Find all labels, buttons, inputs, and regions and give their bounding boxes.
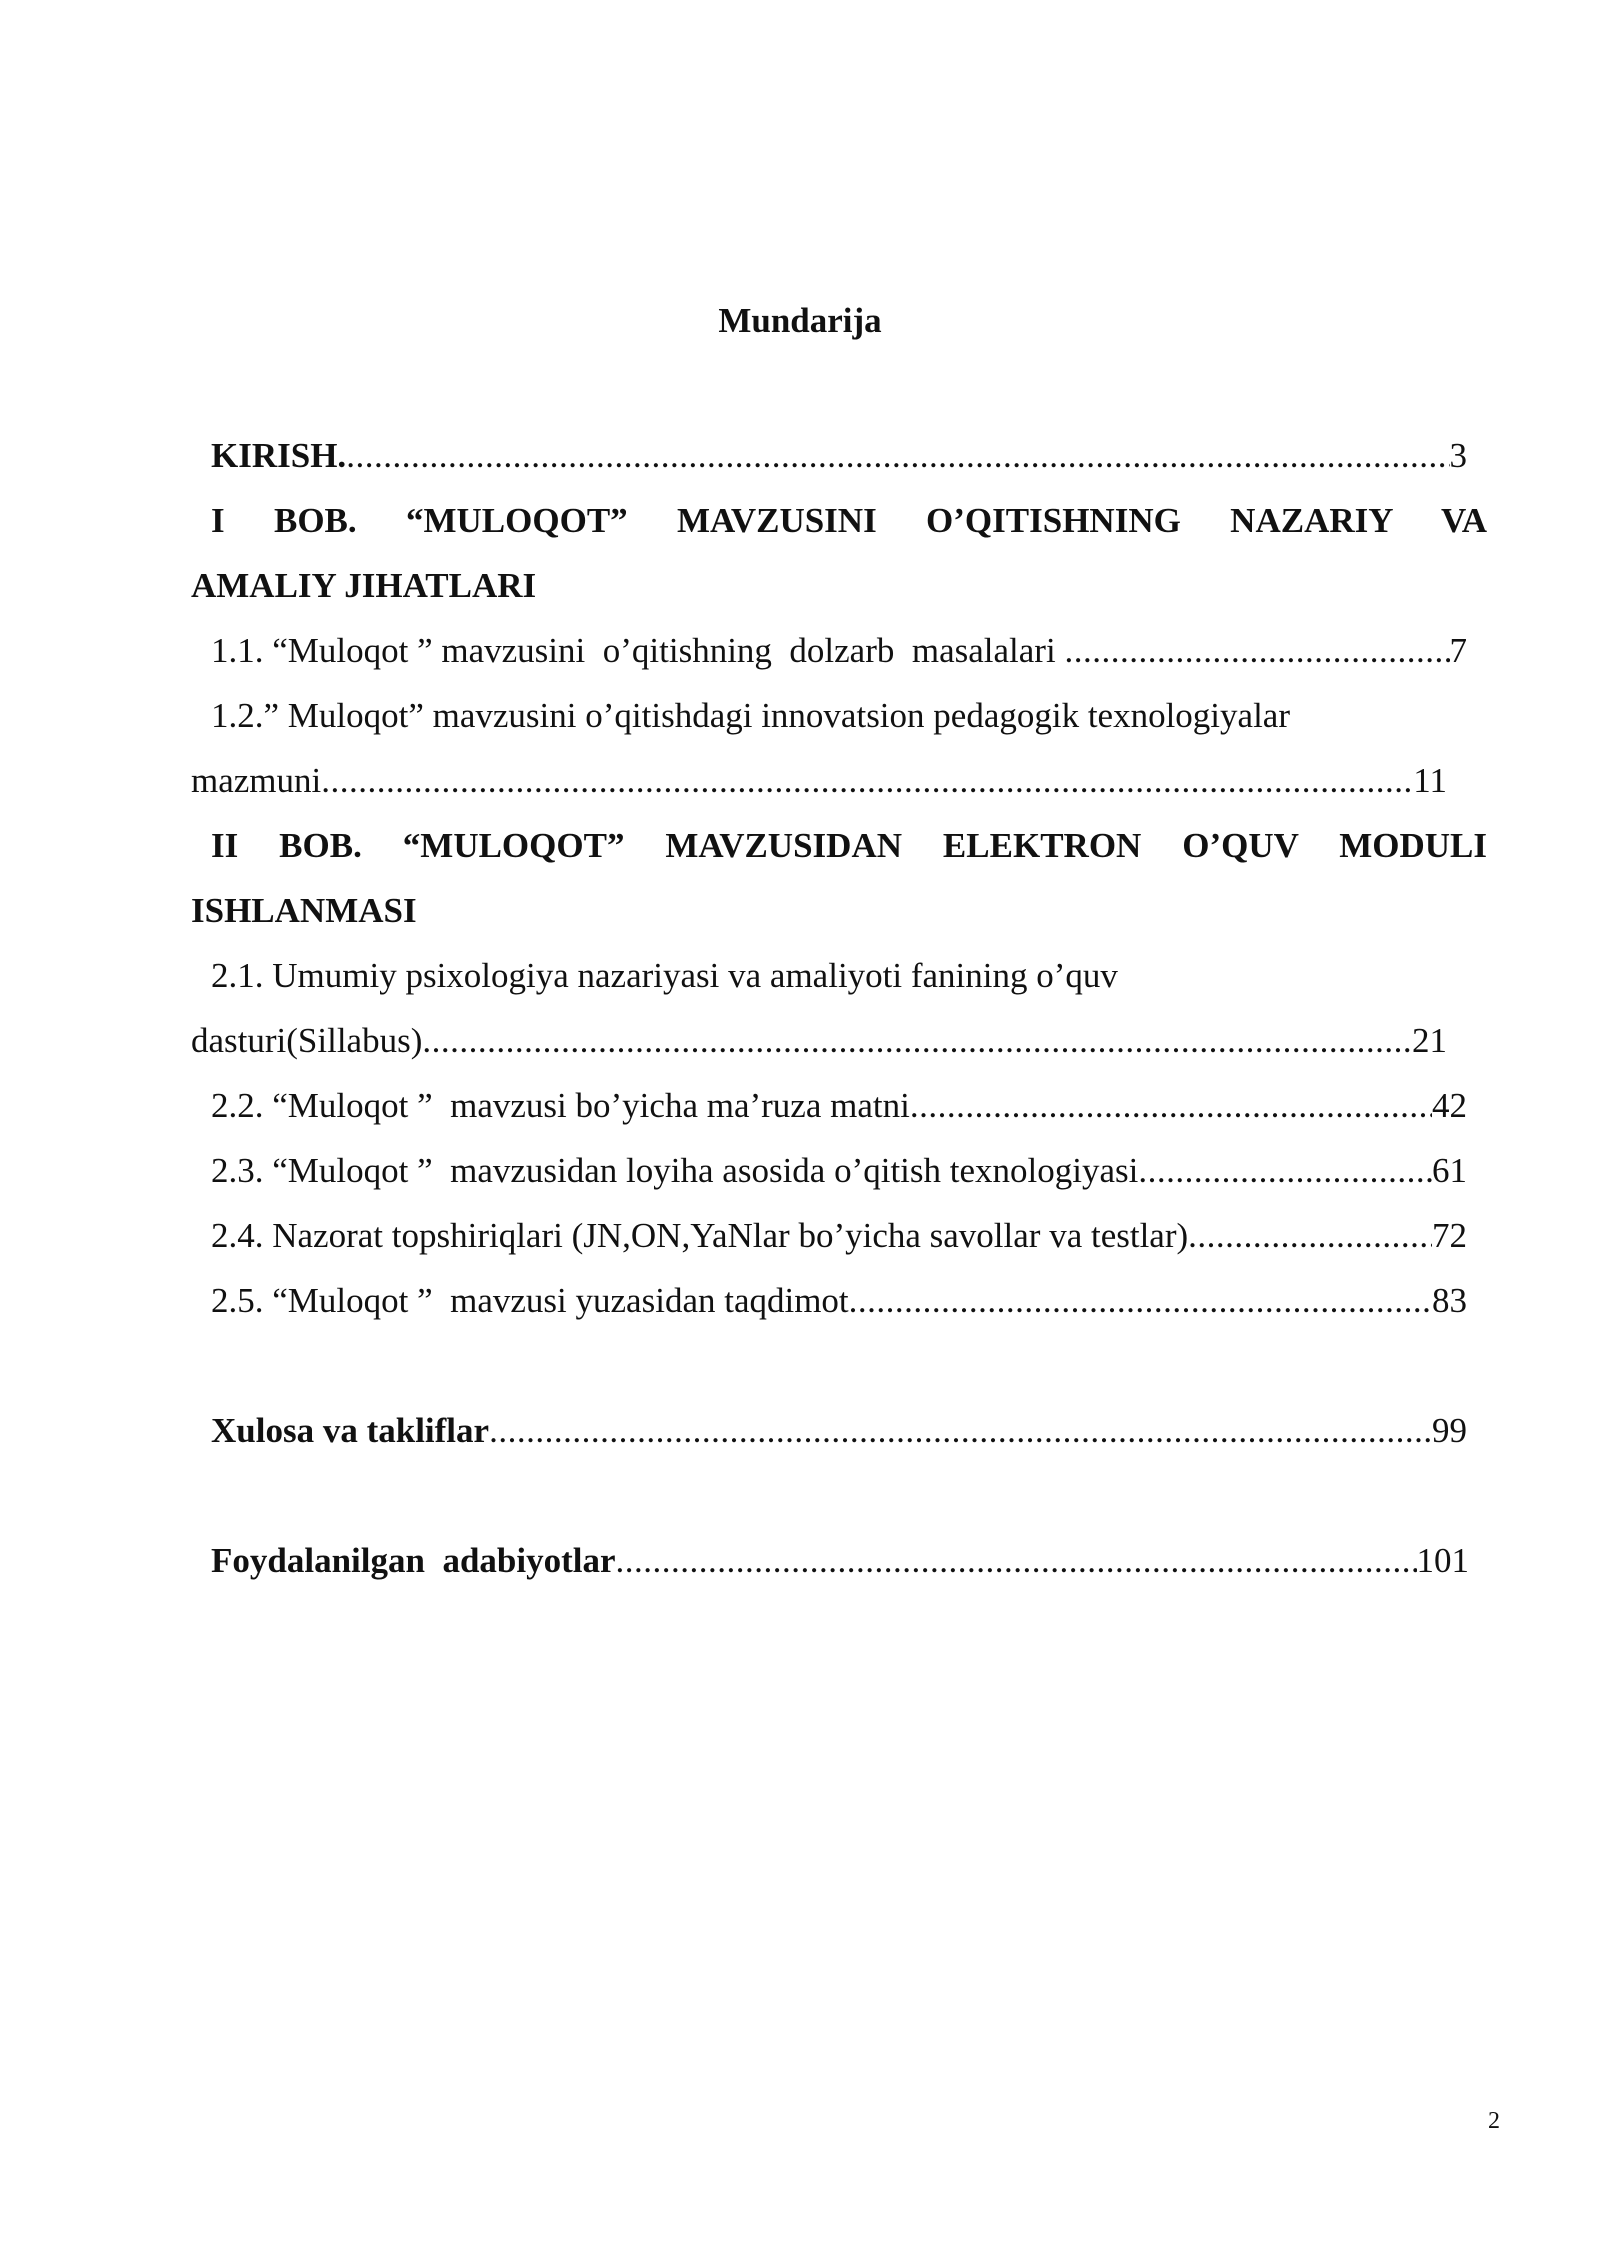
page-number: 2	[1488, 2108, 1500, 2134]
page-title: Mundarija	[718, 301, 882, 340]
toc-page-number: 83	[1432, 1281, 1467, 1320]
spacer	[191, 1463, 1487, 1528]
toc-chapter-2-heading[interactable]	[191, 813, 1487, 878]
toc-entry-2-3[interactable]	[191, 1138, 1467, 1203]
toc-page-number: 21	[1412, 1021, 1447, 1060]
spacer	[191, 1333, 1487, 1398]
toc-entry-2-2[interactable]	[191, 1073, 1467, 1138]
table-of-contents	[191, 423, 1487, 1593]
toc-chapter-2-heading-continued[interactable]	[191, 878, 1487, 943]
toc-page-number: 61	[1432, 1151, 1467, 1190]
toc-page-number: 101	[1416, 1541, 1469, 1580]
toc-entry-label: AMALIY JIHATLARI	[191, 566, 537, 605]
toc-entry-label: 2.2. “Muloqot ” mavzusi bo’yicha ma’ruza matni	[211, 1086, 910, 1125]
toc-entry-introduction[interactable]	[191, 423, 1467, 488]
dot-leader	[849, 1268, 1432, 1333]
toc-chapter-1-heading-continued[interactable]	[191, 553, 1487, 618]
dot-leader	[910, 1073, 1432, 1138]
toc-page-number: 42	[1432, 1086, 1467, 1125]
toc-page-number: 72	[1432, 1216, 1467, 1255]
toc-entry-1-2-continued[interactable]	[191, 748, 1447, 813]
toc-entry-1-2[interactable]	[191, 683, 1487, 748]
toc-entry-label: 2.5. “Muloqot ” mavzusi yuzasidan taqdimot	[211, 1281, 849, 1320]
dot-leader	[1064, 618, 1449, 683]
toc-entry-conclusion[interactable]	[191, 1398, 1467, 1463]
toc-entry-label: Foydalanilgan adabiyotlar	[211, 1541, 616, 1580]
toc-entry-label: 2.3. “Muloqot ” mavzusidan loyiha asosida o’qitish texnologiyasi	[211, 1151, 1139, 1190]
toc-entry-label: 1.2.” Muloqot” mavzusini o’qitishdagi innovatsion pedagogik texnologiyalar	[211, 696, 1290, 735]
dot-leader	[489, 1398, 1432, 1463]
toc-entry-references[interactable]	[191, 1528, 1469, 1593]
toc-entry-2-4[interactable]	[191, 1203, 1467, 1268]
toc-entry-2-5[interactable]	[191, 1268, 1467, 1333]
toc-entry-label: mazmuni	[191, 761, 322, 800]
dot-leader	[346, 423, 1449, 488]
toc-entry-2-1[interactable]	[191, 943, 1487, 1008]
toc-entry-label: II BOB. “MULOQOT” MAVZUSIDAN ELEKTRON O’QUV MODULI	[211, 826, 1487, 865]
toc-entry-1-1[interactable]	[191, 618, 1467, 683]
toc-page-number: 7	[1449, 631, 1467, 670]
toc-entry-label: dasturi(Sillabus)	[191, 1021, 423, 1060]
toc-page-number: 99	[1432, 1411, 1467, 1450]
toc-entry-label: Xulosa va takliflar	[211, 1411, 490, 1450]
toc-entry-label: I BOB. “MULOQOT” MAVZUSINI O’QITISHNING NAZARIY VA	[211, 501, 1487, 540]
toc-entry-label: KIRISH.	[211, 436, 347, 475]
toc-entry-label: 1.1. “Muloqot ” mavzusini o’qitishning dolzarb masalalari	[211, 631, 1065, 670]
toc-chapter-1-heading[interactable]	[191, 488, 1487, 553]
dot-leader	[321, 748, 1413, 813]
toc-entry-label: 2.4. Nazorat topshiriqlari (JN,ON,YaNlar bo’yicha savollar va testlar)	[211, 1216, 1189, 1255]
toc-entry-2-1-continued[interactable]	[191, 1008, 1447, 1073]
dot-leader	[422, 1008, 1412, 1073]
toc-page-number: 3	[1449, 436, 1467, 475]
dot-leader	[616, 1528, 1417, 1593]
dot-leader	[1188, 1203, 1432, 1268]
dot-leader	[1138, 1138, 1432, 1203]
toc-entry-label: 2.1. Umumiy psixologiya nazariyasi va amaliyoti fanining o’quv	[211, 956, 1118, 995]
toc-page-number: 11	[1413, 761, 1447, 800]
toc-entry-label: ISHLANMASI	[191, 891, 417, 930]
